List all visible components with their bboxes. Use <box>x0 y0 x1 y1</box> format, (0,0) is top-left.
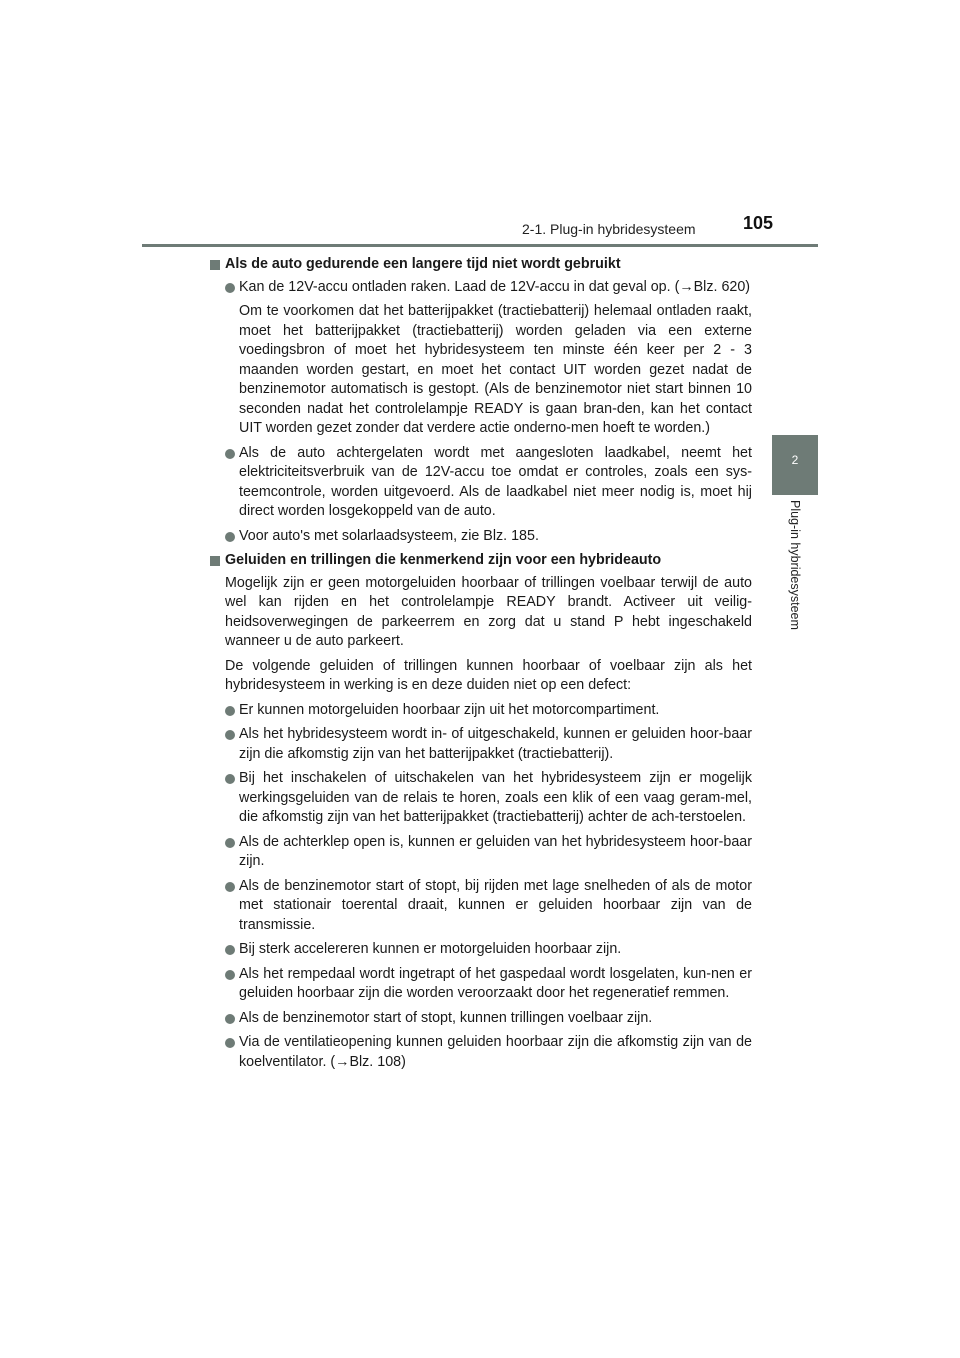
list-item-text: Er kunnen motorgeluiden hoorbaar zijn uit het motorcompartiment. <box>239 701 660 718</box>
chapter-tab <box>772 435 818 495</box>
chapter-tab-label <box>772 500 818 660</box>
page-number: 105 <box>742 213 773 233</box>
paragraph <box>210 574 752 652</box>
paragraph <box>210 302 752 439</box>
section-heading-text: Geluiden en trillingen die kenmerkend zijn voor een hybrideauto <box>225 552 662 568</box>
chapter-title: Plug-in hybridesysteem <box>788 500 802 630</box>
list-item <box>210 833 752 872</box>
bullet-dot-icon <box>225 882 235 892</box>
bullet-dot-icon <box>225 945 235 955</box>
list-item-text: Voor auto's met solarlaadsysteem, zie Blz. 185. <box>239 527 539 544</box>
bullet-dot-icon <box>225 838 235 848</box>
section-heading <box>210 255 752 275</box>
paragraph <box>210 657 752 696</box>
bullet-dot-icon <box>225 532 235 542</box>
bullet-dot-icon <box>225 1038 235 1048</box>
header-divider <box>142 244 818 247</box>
main-content <box>210 252 752 1077</box>
list-item-text: Kan de 12V-accu ontladen raken. Laad de 12V-accu in dat geval op. (→Blz. 620) <box>239 278 751 295</box>
list-item <box>210 1033 752 1072</box>
bullet-dot-icon <box>225 449 235 459</box>
list-item-text: Bij het inschakelen of uitschakelen van het hybridesysteem zijn er mogelijk werkingsgeluiden van de relais te horen, zoals een klik of een vaag geram-mel, die afkomstig zijn van het batterijpakket (tractiebatterij) achter de ach-terstoelen. <box>239 770 752 825</box>
section-title: 2-1. Plug-in hybridesysteem <box>522 221 696 237</box>
list-item-text: Als de achterklep open is, kunnen er geluiden van het hybridesysteem hoor-baar zijn. <box>239 833 752 869</box>
list-item-text: Als de benzinemotor start of stopt, bij rijden met lage snelheden of als de motor met stationair toerental draait, kunnen er geluiden hoorbaar zijn van de transmissie. <box>239 877 752 933</box>
list-item <box>210 527 752 547</box>
list-item-text: Als het hybridesysteem wordt in- of uitgeschakeld, kunnen er geluiden hoor-baar zijn die afkomstig zijn van het batterijpakket (tractiebatterij). <box>239 726 752 762</box>
paragraph-text: De volgende geluiden of trillingen kunnen hoorbaar of voelbaar zijn als het hybridesysteem in werking is en deze duiden niet op een defect: <box>225 657 752 693</box>
chapter-number: 2 <box>791 453 799 467</box>
section-heading-text: Als de auto gedurende een langere tijd niet wordt gebruikt <box>225 256 621 272</box>
list-item <box>210 940 752 960</box>
list-item <box>210 1009 752 1029</box>
list-item <box>210 725 752 764</box>
list-item-text: Als de benzinemotor start of stopt, kunnen trillingen voelbaar zijn. <box>239 1009 653 1026</box>
list-item <box>210 769 752 828</box>
paragraph-text: Om te voorkomen dat het batterijpakket (tractiebatterij) helemaal ontladen raakt, moet het batterijpakket (tractiebatterij) worden geladen via een externe voedingsbron of moet het hybridesysteem ten minste één keer per 2 - 3 maanden worden gestart, en moet het contact UIT worden gezet nadat de benzinemotor automatisch is gestopt. (Als de benzinemotor niet start binnen 10 seconden nadat het controlelampje READY is gaan bran-den, kan het contact UIT worden gezet zonder dat verdere actie onderno-men hoeft te worden.) <box>239 303 752 436</box>
bullet-dot-icon <box>225 774 235 784</box>
list-item <box>210 877 752 936</box>
list-item-text: Via de ventilatieopening kunnen geluiden hoorbaar zijn die afkomstig zijn van de koelventilator. (→Blz. 108) <box>239 1034 752 1070</box>
bullet-dot-icon <box>225 730 235 740</box>
bullet-dot-icon <box>225 1014 235 1024</box>
section-heading <box>210 551 752 571</box>
paragraph-text: Mogelijk zijn er geen motorgeluiden hoorbaar of trillingen voelbaar terwijl de auto wel kan rijden en het controlelampje READY brandt. Activeer uit veilig-heidsoverwegingen de parkeerrem en zorg dat u stand P hebt ingeschakeld wanneer u de auto parkeert. <box>225 574 752 649</box>
list-item <box>210 444 752 522</box>
list-item <box>210 701 752 721</box>
list-item-text: Bij sterk accelereren kunnen er motorgeluiden hoorbaar zijn. <box>239 941 622 957</box>
square-bullet-icon <box>210 556 220 566</box>
list-item <box>210 965 752 1004</box>
bullet-dot-icon <box>225 970 235 980</box>
square-bullet-icon <box>210 260 220 270</box>
bullet-dot-icon <box>225 283 235 293</box>
list-item-text: Als de auto achtergelaten wordt met aangesloten laadkabel, neemt het elektriciteitsverbruik van de 12V-accu toe omdat er controles, zoals een sys-teemcontrole, worden uitgevoerd. Als de laadkabel niet meer nodig is, moet hij direct worden losgekoppeld van de auto. <box>239 444 752 519</box>
list-item-text: Als het rempedaal wordt ingetrapt of het gaspedaal wordt losgelaten, kun-nen er geluiden hoorbaar zijn die worden veroorzaakt door het regeneratief remmen. <box>239 965 752 1001</box>
list-item <box>210 278 752 298</box>
bullet-dot-icon <box>225 706 235 716</box>
page-header <box>142 213 818 245</box>
